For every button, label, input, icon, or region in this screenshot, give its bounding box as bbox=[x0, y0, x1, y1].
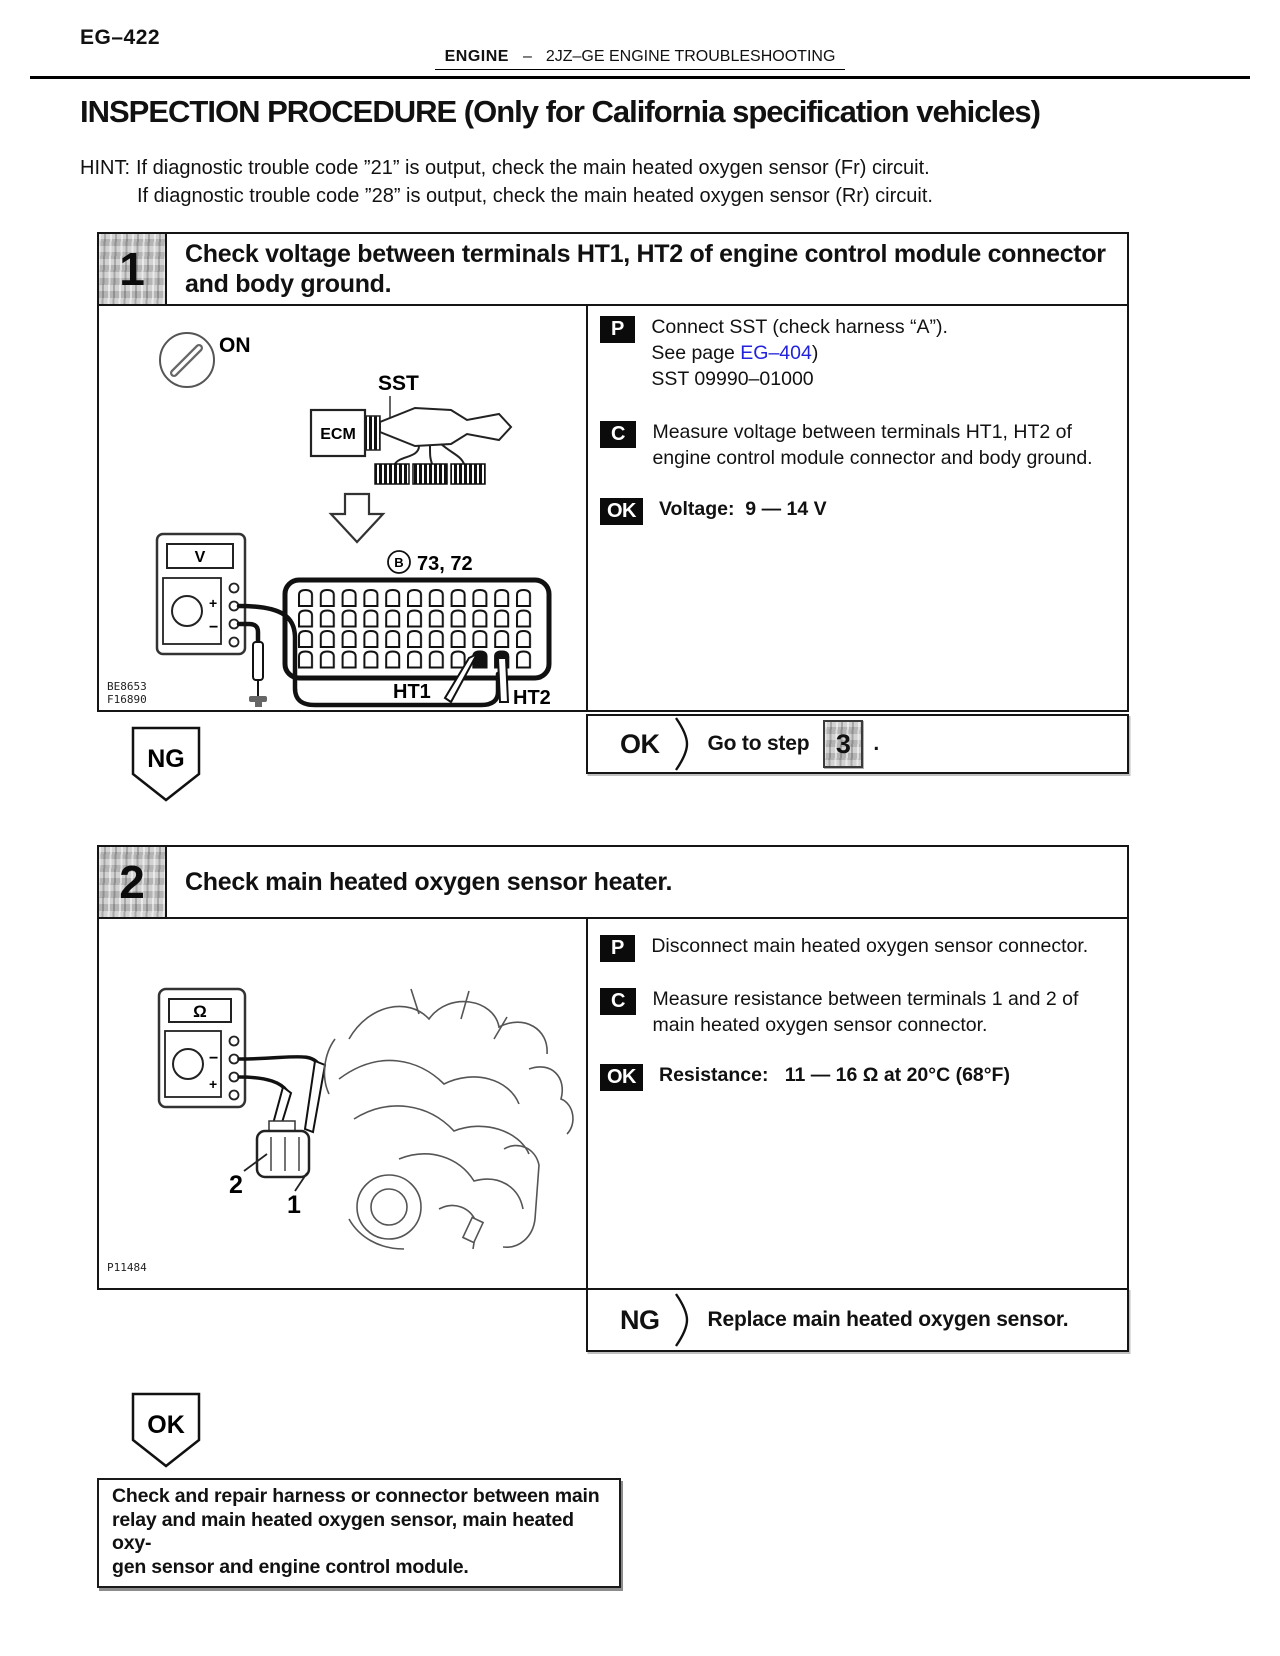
hint-line-2: If diagnostic trouble code ”28” is output, check the main heated oxygen sensor (Rr) circuit. bbox=[137, 185, 933, 207]
ng-arrow bbox=[131, 726, 201, 809]
page-title: INSPECTION PROCEDURE (Only for California specification vehicles) bbox=[80, 94, 1040, 129]
connector-circle-letter: B bbox=[394, 555, 404, 570]
sst-label: SST bbox=[378, 372, 419, 395]
terminal-2-label: 2 bbox=[229, 1171, 243, 1199]
step-1-number: 1 bbox=[99, 234, 167, 304]
repair-note-box bbox=[97, 1478, 621, 1588]
note-line-2: relay and main heated oxygen sensor, main heated oxy- bbox=[112, 1508, 574, 1554]
step-2-title: Check main heated oxygen sensor heater. bbox=[185, 868, 673, 896]
prepare-badge: P bbox=[600, 935, 635, 962]
voltmeter-display-label: V bbox=[194, 549, 206, 566]
step-1-instructions bbox=[588, 306, 1127, 710]
ok-pentagon-icon bbox=[131, 1392, 201, 1470]
step-1-title: Check voltage between terminals HT1, HT2 of engine control module connector and body ground. bbox=[185, 240, 1106, 298]
step-2-box bbox=[97, 845, 1129, 1290]
hint-label: HINT: bbox=[80, 157, 130, 179]
ok-arrow-label: OK bbox=[147, 1411, 185, 1439]
result-chevron-icon bbox=[674, 1293, 692, 1347]
ng-pentagon-icon bbox=[131, 726, 201, 804]
ignition-on-label: ON bbox=[219, 334, 251, 357]
ohmmeter-display-label: Ω bbox=[193, 1002, 207, 1021]
result-action-text: Go to step bbox=[707, 732, 810, 755]
step-2-instructions bbox=[588, 919, 1127, 1288]
check-badge: C bbox=[600, 988, 636, 1015]
page-number: EG–422 bbox=[80, 26, 161, 49]
ecm-label: ECM bbox=[320, 426, 356, 443]
step-1-figure bbox=[99, 306, 588, 710]
step-1-header bbox=[99, 234, 1127, 306]
down-arrow-icon bbox=[331, 494, 383, 542]
step-ref-badge: 3 bbox=[823, 720, 863, 768]
figure-code-2: F16890 bbox=[107, 693, 147, 706]
result-ok-label: OK bbox=[620, 728, 660, 759]
note-line-3: gen sensor and engine control module. bbox=[112, 1555, 469, 1578]
hint-line-1: If diagnostic trouble code ”21” is output, check the main heated oxygen sensor (Fr) circuit. bbox=[136, 157, 930, 179]
result-ng-label: NG bbox=[620, 1304, 660, 1335]
engine-sketch bbox=[324, 989, 572, 1249]
prepare-line-1: Connect SST (check harness “A”). bbox=[651, 316, 948, 338]
result-chevron-icon bbox=[674, 717, 692, 771]
see-page-text: See page bbox=[651, 342, 741, 364]
ecm-connector-illustration bbox=[285, 580, 549, 678]
prepare-line-2 bbox=[651, 340, 948, 366]
ecm-harness-illustration bbox=[311, 408, 511, 484]
hint-block bbox=[80, 154, 933, 210]
step-2-ok-spec: Resistance: 11 — 16 Ω at 20°C (68°F) bbox=[659, 1064, 1010, 1086]
check-badge: C bbox=[600, 421, 636, 448]
result-period: . bbox=[873, 732, 880, 755]
step-2-figure bbox=[99, 919, 588, 1288]
connector-reference bbox=[388, 551, 473, 575]
ok-badge: OK bbox=[600, 498, 643, 525]
ohmmeter-plus-label: + bbox=[209, 1076, 218, 1092]
step-1-illustration bbox=[99, 306, 585, 708]
oxygen-sensor-connector bbox=[257, 1121, 309, 1177]
ng-arrow-label: NG bbox=[147, 745, 185, 773]
step-2-check-text: Measure resistance between terminals 1 and 2 of main heated oxygen sensor connector. bbox=[652, 988, 1079, 1036]
connector-ref-label: 73, 72 bbox=[417, 553, 473, 575]
note-line-1: Check and repair harness or connector between main bbox=[112, 1485, 600, 1507]
step-2-prepare-text: Disconnect main heated oxygen sensor connector. bbox=[651, 935, 1089, 957]
ignition-key-icon bbox=[160, 333, 214, 387]
header-separator: – bbox=[522, 48, 532, 65]
step-1-ok-result bbox=[586, 714, 1129, 774]
step-1-check-text: Measure voltage between terminals HT1, HT2 of engine control module connector and body ground. bbox=[652, 421, 1093, 469]
voltmeter-plus-label: + bbox=[209, 595, 218, 611]
step-1-prepare-text bbox=[651, 314, 948, 392]
running-header bbox=[0, 48, 1280, 70]
page-link[interactable]: EG–404 bbox=[740, 342, 812, 364]
prepare-line-3: SST 09990–01000 bbox=[651, 368, 814, 390]
step-2-header bbox=[99, 847, 1127, 919]
header-section: ENGINE bbox=[444, 48, 509, 65]
step-1-ok-spec: Voltage: 9 — 14 V bbox=[659, 498, 827, 520]
voltmeter-minus-label: − bbox=[209, 619, 219, 636]
terminal-1-label: 1 bbox=[287, 1191, 301, 1219]
terminal-ht1-label: HT1 bbox=[393, 681, 431, 703]
step-2-ng-result bbox=[586, 1288, 1129, 1352]
ohmmeter-minus-label: − bbox=[209, 1050, 219, 1067]
result-action-text: Replace main heated oxygen sensor. bbox=[707, 1308, 1069, 1331]
see-page-suffix: ) bbox=[811, 342, 819, 364]
header-rule bbox=[30, 76, 1250, 79]
ok-arrow bbox=[131, 1392, 201, 1475]
figure-code-1: BE8653 bbox=[107, 680, 147, 693]
step-1-box bbox=[97, 232, 1129, 712]
ok-badge: OK bbox=[600, 1064, 643, 1091]
terminal-ht2-label: HT2 bbox=[513, 687, 551, 708]
header-title: 2JZ–GE ENGINE TROUBLESHOOTING bbox=[545, 48, 836, 65]
step-2-number: 2 bbox=[99, 847, 167, 917]
step-2-illustration bbox=[99, 919, 585, 1286]
prepare-badge: P bbox=[600, 316, 635, 343]
figure-code: P11484 bbox=[107, 1261, 147, 1274]
